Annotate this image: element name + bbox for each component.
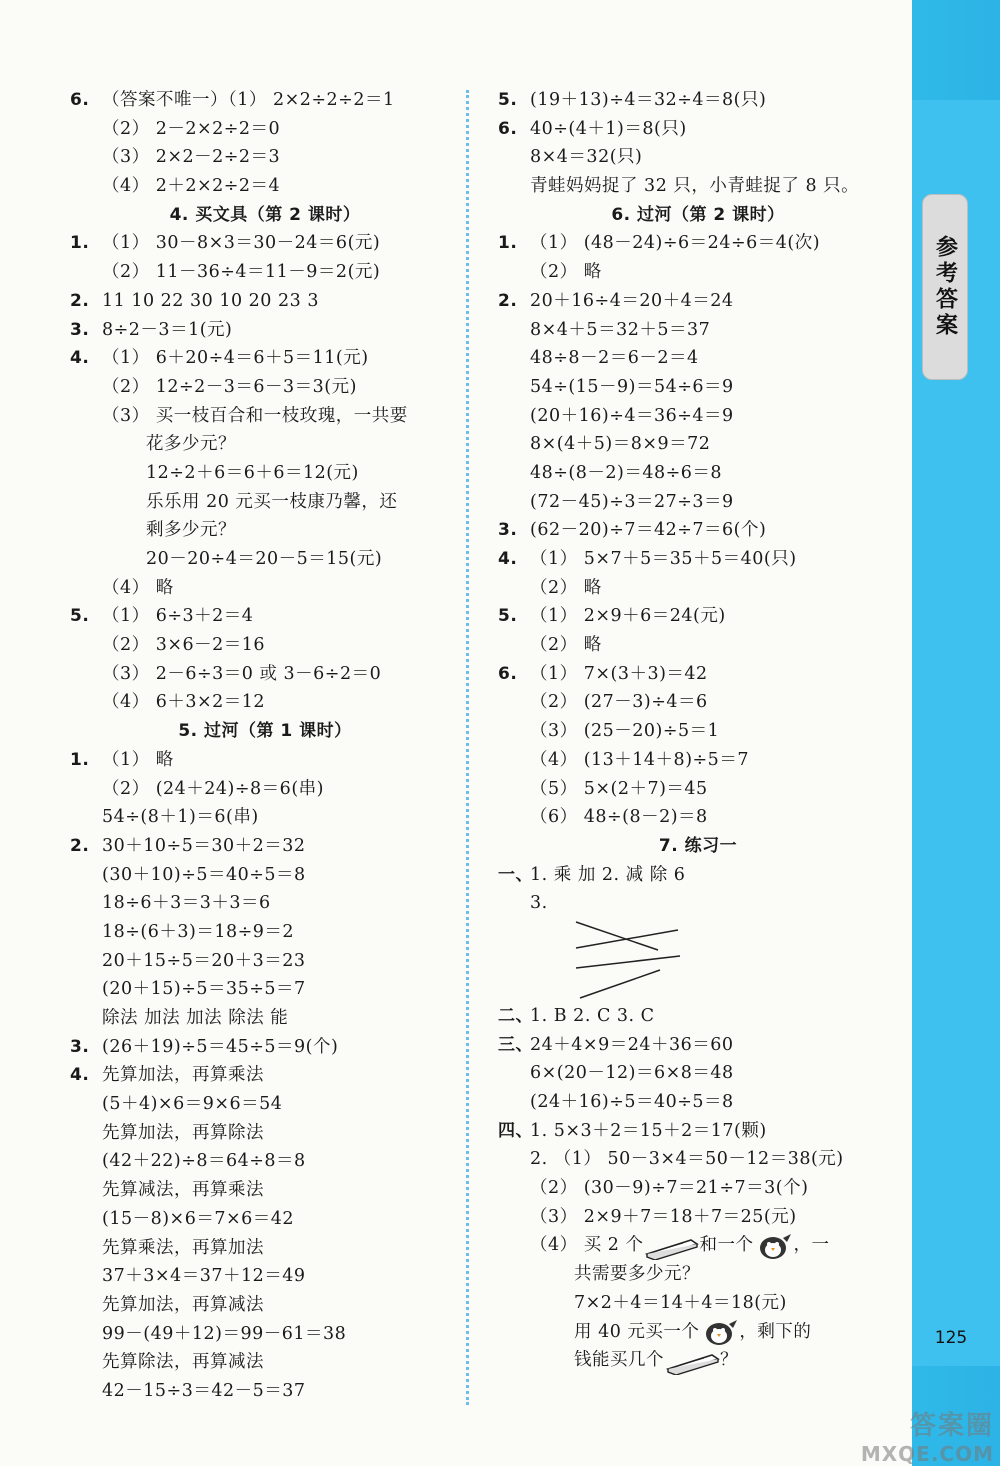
answer-line	[70, 1320, 460, 1349]
answer-line	[70, 1004, 460, 1033]
answer-line	[70, 975, 460, 1004]
answer-line	[498, 1260, 898, 1289]
answer-line	[70, 746, 460, 775]
question-number: 一、	[498, 864, 533, 885]
answer-line	[498, 688, 898, 717]
matching-line	[580, 970, 660, 998]
answer-line	[498, 631, 898, 660]
answer-text: （5） 5×(2＋7)＝45	[530, 778, 708, 799]
answer-text: 42－15÷3＝42－5＝37	[102, 1380, 306, 1401]
answer-line	[498, 889, 898, 918]
answer-line	[70, 1291, 460, 1320]
answer-line	[70, 861, 460, 890]
answer-line	[70, 373, 460, 402]
answer-line	[498, 1117, 898, 1146]
answer-text: 2. （1） 50－3×4＝50－12＝38(元)	[530, 1149, 844, 1170]
matching-lines-svg	[574, 918, 684, 1002]
answer-text: 20＋16÷4＝20＋4＝24	[530, 290, 734, 311]
answer-text: ，一	[793, 1235, 830, 1256]
answer-text: (19＋13)÷4＝32÷4＝8(只)	[530, 90, 767, 110]
penguin-icon	[699, 1318, 739, 1346]
answer-line	[70, 143, 460, 172]
answer-line	[70, 459, 460, 488]
answer-text: （1） 30－8×3＝30－24＝6(元)	[102, 233, 381, 254]
answer-line	[70, 947, 460, 976]
answer-line	[70, 688, 460, 717]
watermark	[860, 1378, 1000, 1466]
answer-text: （4） (13＋14＋8)÷5＝7	[530, 749, 749, 770]
answer-text: 剩多少元？	[146, 520, 236, 541]
answer-text: 先算加法，再算乘法	[102, 1065, 264, 1086]
question-number: 3.	[70, 319, 90, 340]
answer-text: 花多少元？	[146, 434, 236, 455]
answer-text: (62－20)÷7＝42÷7＝6(个)	[530, 520, 767, 541]
answer-text: 和一个	[699, 1235, 754, 1256]
answer-text: 先算减法，再算乘法	[102, 1180, 264, 1201]
section-title: 6. 过河（第 2 课时）	[611, 204, 785, 225]
answer-text: 48÷8－2＝6－2＝4	[530, 348, 699, 369]
answer-line	[498, 516, 898, 545]
answer-text: （2） 略	[530, 635, 602, 656]
answer-text: （1） 6÷3＋2＝4	[102, 606, 254, 627]
answer-line	[70, 889, 460, 918]
question-number: 6.	[498, 663, 518, 684]
answer-text: 6×(20－12)＝6×8＝48	[530, 1063, 734, 1084]
answer-text: （4） 6＋3×2＝12	[102, 692, 266, 713]
answer-line	[498, 1031, 898, 1060]
answer-text: （2） 11－36÷4＝11－9＝2(元)	[102, 262, 381, 283]
answer-text: 先算除法，再算减法	[102, 1352, 264, 1373]
answer-text: （6） 48÷(8－2)＝8	[530, 807, 708, 828]
answer-text: (72－45)÷3＝27÷3＝9	[530, 491, 734, 512]
answer-text: 共需要多少元？	[574, 1264, 700, 1285]
answer-text: (15－8)×6＝7×6＝42	[102, 1208, 295, 1229]
answer-text: （2） 12÷2－3＝6－3＝3(元)	[102, 376, 357, 397]
answer-line	[498, 717, 898, 746]
answer-line	[70, 545, 460, 574]
answer-line	[498, 660, 898, 689]
answer-line	[498, 861, 898, 890]
answer-text: 12÷2＋6＝6＋6＝12(元)	[146, 462, 359, 483]
answer-line	[70, 1147, 460, 1176]
answer-text: （1） 5×7＋5＝35＋5＝40(只)	[530, 549, 797, 569]
answer-text: （2） (27－3)÷4＝6	[530, 692, 708, 713]
answer-text: （3） (25－20)÷5＝1	[530, 721, 720, 742]
question-number: 6.	[498, 118, 518, 139]
answer-line	[498, 86, 898, 115]
answer-line	[70, 516, 460, 545]
answer-text: （3） 2－6÷3＝0 或 3－6÷2＝0	[102, 663, 382, 684]
question-number: 3.	[498, 520, 518, 541]
question-number: 5.	[498, 606, 518, 627]
answer-text: 20＋15÷5＝20＋3＝23	[102, 950, 306, 971]
answer-line	[498, 488, 898, 517]
answer-line	[498, 1145, 898, 1174]
answer-text: 青蛙妈妈捉了 32 只，小青蛙捉了 8 只。	[530, 176, 860, 197]
answer-line	[70, 1234, 460, 1263]
answer-text: （1） 略	[102, 749, 174, 770]
answer-text: 1. 5×3＋2＝15＋2＝17(颗)	[530, 1120, 767, 1141]
answer-text: （2） (24＋24)÷8＝6(串)	[102, 778, 324, 799]
answer-text: 先算加法，再算减法	[102, 1294, 264, 1315]
answer-line	[70, 402, 460, 431]
answer-line	[498, 373, 898, 402]
section-title: 4. 买文具（第 2 课时）	[169, 204, 361, 225]
answer-text: ？	[720, 1350, 738, 1371]
answer-line	[498, 143, 898, 172]
answer-text: (5＋4)×6＝9×6＝54	[102, 1094, 283, 1115]
answer-line	[498, 1174, 898, 1203]
answer-text: （3） 买一枝百合和一枝玫瑰，一共要	[102, 405, 408, 426]
answer-line	[70, 1119, 460, 1148]
question-number: 2.	[70, 290, 90, 311]
answer-text: 20－20÷4＝20－5＝15(元)	[146, 549, 383, 569]
question-number: 2.	[498, 290, 518, 311]
answer-text: （1） (48－24)÷6＝24÷6＝4(次)	[530, 233, 821, 254]
section-title: 7. 练习一	[658, 835, 738, 856]
answer-line	[70, 1262, 460, 1291]
answer-line	[70, 832, 460, 861]
answer-line	[70, 115, 460, 144]
answer-text: 钱能买几个	[574, 1350, 664, 1371]
matching-line	[576, 930, 678, 948]
question-number: 四、	[498, 1120, 533, 1141]
question-number: 2.	[70, 835, 90, 856]
answer-text: 40÷(4＋1)＝8(只)	[530, 118, 687, 139]
answer-text: （1） 2×9＋6＝24(元)	[530, 606, 726, 627]
answer-line	[498, 402, 898, 431]
answer-line	[70, 258, 460, 287]
answer-text: （2） 3×6－2＝16	[102, 635, 266, 656]
answer-text: 除法 加法 加法 除法 能	[102, 1008, 289, 1028]
answer-line	[498, 1203, 898, 1232]
question-number: 3.	[70, 1036, 90, 1057]
answer-line	[498, 344, 898, 373]
answer-line	[70, 918, 460, 947]
answer-text: 8÷2－3＝1(元)	[102, 319, 233, 340]
answer-text: （2） (30－9)÷7＝21÷7＝3(个)	[530, 1178, 809, 1199]
answer-line	[498, 316, 898, 345]
question-number: 二、	[498, 1005, 533, 1026]
answer-text: （4） 买 2 个	[530, 1235, 644, 1256]
answer-text: 37＋3×4＝37＋12＝49	[102, 1266, 306, 1287]
answer-text: (30＋10)÷5＝40÷5＝8	[102, 864, 306, 885]
answer-line	[70, 803, 460, 832]
answer-text: 7×2＋4＝14＋4＝18(元)	[574, 1292, 787, 1313]
watermark-url: MXQE.COM	[860, 1442, 994, 1466]
answer-line	[498, 602, 898, 631]
answer-text: 54÷(8＋1)＝6(串)	[102, 807, 259, 828]
question-number: 三、	[498, 1034, 533, 1055]
answer-line	[498, 1231, 898, 1260]
answer-line	[70, 316, 460, 345]
answer-line	[498, 172, 898, 201]
section-tab-label: 参考答案	[932, 235, 958, 339]
section-tab	[922, 194, 968, 380]
answer-text: (24＋16)÷5＝40÷5＝8	[530, 1092, 734, 1112]
answer-text: （答案不唯一）（1） 2×2÷2÷2＝1	[102, 90, 395, 110]
answer-text: （3） 2×2－2÷2＝3	[102, 147, 281, 168]
question-number: 5.	[70, 606, 90, 627]
answer-line	[70, 631, 460, 660]
answer-text: 3.	[530, 893, 548, 914]
answer-text: (20＋15)÷5＝35÷5＝7	[102, 979, 306, 1000]
answer-line	[498, 803, 898, 832]
answer-line	[70, 172, 460, 201]
answer-text: 8×4＋5＝32＋5＝37	[530, 319, 711, 340]
answer-text: 1. 乘 加 2. 减 除 6	[530, 864, 686, 885]
question-number: 4.	[70, 1065, 90, 1086]
answer-text: 30＋10÷5＝30＋2＝32	[102, 835, 306, 856]
right-column	[498, 86, 898, 1375]
watermark-logo: 答案圈	[909, 1411, 994, 1441]
answer-line	[498, 1059, 898, 1088]
answer-line	[498, 287, 898, 316]
answer-text: 48÷(8－2)＝48÷6＝8	[530, 462, 723, 483]
answer-text: 先算加法，再算除法	[102, 1122, 264, 1143]
question-number: 1.	[498, 233, 518, 254]
answer-line	[70, 1061, 460, 1090]
page-number: 125	[934, 1328, 968, 1348]
answer-line	[70, 1033, 460, 1062]
answer-line	[498, 1088, 898, 1117]
answer-line	[70, 229, 460, 258]
stapler-icon	[643, 1232, 699, 1260]
answer-line	[70, 1090, 460, 1119]
answer-text: （3） 2×9＋7＝18＋7＝25(元)	[530, 1206, 797, 1227]
answer-line	[70, 775, 460, 804]
answer-text: 8×(4＋5)＝8×9＝72	[530, 434, 711, 455]
answer-text: (20＋16)÷4＝36÷4＝9	[530, 405, 734, 426]
answer-text: 乐乐用 20 元买一枝康乃馨，还	[146, 491, 398, 512]
answer-text: (26＋19)÷5＝45÷5＝9(个)	[102, 1036, 339, 1057]
answer-text: 99－(49＋12)＝99－61＝38	[102, 1323, 347, 1344]
answer-line	[498, 229, 898, 258]
answer-line	[498, 430, 898, 459]
matching-lines-diagram	[574, 918, 898, 1002]
answer-line	[498, 115, 898, 144]
answer-text: 11 10 22 30 10 20 23 3	[102, 290, 319, 311]
column-divider	[466, 90, 469, 1405]
matching-line	[576, 956, 680, 968]
answer-line	[498, 545, 898, 574]
answer-text: 18÷6＋3＝3＋3＝6	[102, 893, 271, 914]
answer-line	[498, 258, 898, 287]
answer-text: 24＋4×9＝24＋36＝60	[530, 1034, 734, 1055]
answer-text: （4） 略	[102, 577, 174, 598]
answer-text: （1） 7×(3＋3)＝42	[530, 663, 708, 684]
answer-line	[70, 1176, 460, 1205]
answer-line	[70, 1348, 460, 1377]
penguin-icon	[753, 1232, 793, 1260]
section-title: 5. 过河（第 1 课时）	[178, 721, 352, 742]
answer-text: 用 40 元买一个	[574, 1321, 700, 1342]
answer-line	[70, 287, 460, 316]
answer-text: （2） 略	[530, 577, 602, 598]
answer-text: 先算乘法，再算加法	[102, 1237, 264, 1258]
answer-line	[70, 602, 460, 631]
left-column	[70, 86, 460, 1406]
answer-line	[498, 1318, 898, 1347]
answer-line	[70, 1205, 460, 1234]
question-number: 4.	[498, 549, 518, 569]
answer-line	[70, 430, 460, 459]
answer-line	[498, 1346, 898, 1375]
answer-line	[70, 574, 460, 603]
answer-line	[498, 1289, 898, 1318]
answer-text: （2） 2－2×2÷2＝0	[102, 118, 281, 139]
answer-text: (42＋22)÷8＝64÷8＝8	[102, 1151, 306, 1172]
answer-text: 8×4＝32(只)	[530, 147, 643, 168]
answer-text: 1. B 2. C 3. C	[530, 1005, 655, 1026]
question-number: 4.	[70, 348, 90, 369]
answer-line	[70, 660, 460, 689]
stapler-icon	[664, 1347, 720, 1375]
question-number: 5.	[498, 90, 518, 110]
answer-text: 18÷(6＋3)＝18÷9＝2	[102, 921, 295, 942]
question-number: 1.	[70, 749, 90, 770]
answer-line	[498, 1002, 898, 1031]
answer-text: （1） 6＋20÷4＝6＋5＝11(元)	[102, 348, 369, 369]
answer-line	[70, 488, 460, 517]
answer-line	[70, 1377, 460, 1406]
answer-line	[498, 775, 898, 804]
answer-line	[70, 86, 460, 115]
answer-line	[70, 344, 460, 373]
answer-text: （4） 2＋2×2÷2＝4	[102, 176, 281, 197]
answer-text: ，剩下的	[739, 1321, 812, 1342]
question-number: 6.	[70, 90, 90, 110]
answer-text: （2） 略	[530, 262, 602, 283]
question-number: 1.	[70, 233, 90, 254]
answer-text: 54÷(15－9)＝54÷6＝9	[530, 376, 734, 397]
answer-line	[498, 459, 898, 488]
answer-line	[498, 574, 898, 603]
answer-line	[498, 746, 898, 775]
